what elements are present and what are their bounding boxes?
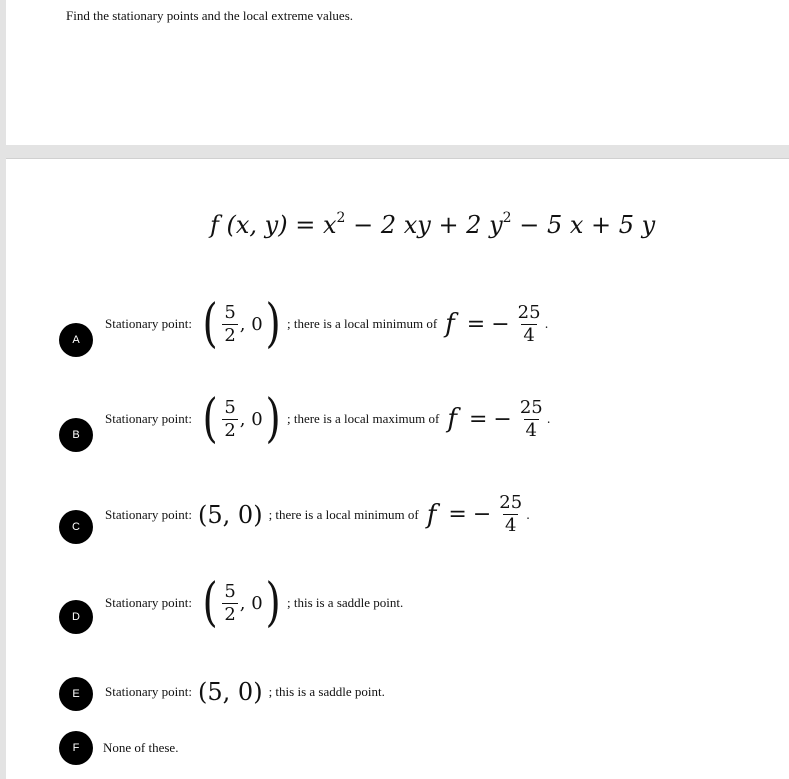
- function-term-linear: − 5 x + 5 y: [519, 211, 656, 239]
- option-a-lparen: (: [202, 294, 218, 354]
- option-c-desc: ; there is a local minimum of: [268, 506, 419, 522]
- option-d[interactable]: Stationary point: ( $\frac{5}{2}$ , 0 ) ; this is a saddle point.: [105, 573, 404, 633]
- question-text: Find the stationary points and the local extreme values.: [66, 8, 354, 23]
- option-b-lparen: (: [202, 389, 218, 449]
- function-exponent-1: 2: [336, 210, 346, 226]
- option-c-value: $\frac{25}{4}$: [499, 492, 523, 536]
- option-a-point-x: $\frac{5}{2}$: [224, 301, 236, 346]
- option-a[interactable]: Stationary point: ( $\frac{5}{2}$ , 0 ) ; there is a local minimum of f = − $\frac{25}{4}$ .: [105, 294, 549, 354]
- option-d-point-y: 0: [251, 592, 263, 614]
- option-a-value: $\frac{25}{4}$: [517, 301, 541, 346]
- option-e-label: Stationary point:: [105, 684, 193, 699]
- function-lhs: f (x, y) =: [210, 211, 316, 239]
- option-b-label: Stationary point:: [105, 411, 193, 426]
- option-f-badge[interactable]: F: [59, 731, 93, 765]
- option-a-rparen: ): [265, 294, 281, 354]
- option-a-desc: ; there is a local minimum of: [286, 316, 438, 331]
- option-a-label: Stationary point:: [105, 316, 193, 331]
- option-e-desc: ; this is a saddle point.: [268, 684, 385, 699]
- option-b[interactable]: Stationary point: ( $\frac{5}{2}$ , 0 ) ; there is a local maximum of f = − $\frac{25}{4}$ .: [105, 389, 551, 449]
- option-c-point: (5, 0): [198, 500, 263, 529]
- question-panel: [6, 0, 789, 145]
- option-d-lparen: (: [202, 573, 218, 633]
- option-b-rparen: ): [265, 389, 281, 449]
- option-d-point-x: $\frac{5}{2}$: [224, 580, 236, 625]
- option-c-label: Stationary point:: [105, 506, 193, 522]
- option-a-badge[interactable]: A: [59, 323, 93, 357]
- option-c[interactable]: Stationary point: (5, 0) ; there is a local minimum of f = − $\frac{25}{4}$ .: [105, 492, 530, 536]
- option-b-point-x: $\frac{5}{2}$: [224, 396, 236, 441]
- option-f[interactable]: [103, 740, 178, 756]
- option-c-badge[interactable]: C: [59, 510, 93, 544]
- option-d-rparen: ): [265, 573, 281, 633]
- option-f-label: None of these.: [103, 740, 179, 755]
- option-e[interactable]: [105, 678, 389, 706]
- option-b-point-y: 0: [251, 408, 263, 430]
- function-term-xy: − 2 xy + 2 y: [353, 211, 503, 239]
- option-b-value: $\frac{25}{4}$: [519, 396, 543, 441]
- option-b-badge[interactable]: B: [59, 418, 93, 452]
- option-d-desc: ; this is a saddle point.: [286, 595, 404, 610]
- option-e-badge[interactable]: E: [59, 677, 93, 711]
- function-exponent-2: 2: [502, 210, 512, 226]
- option-a-point-y: 0: [251, 313, 263, 335]
- option-b-desc: ; there is a local maximum of: [286, 411, 440, 426]
- function-term-x: x: [322, 211, 337, 239]
- option-e-point: (5, 0): [198, 678, 263, 706]
- option-d-label: Stationary point:: [105, 595, 193, 610]
- option-d-badge[interactable]: D: [59, 600, 93, 634]
- function-formula: [210, 211, 655, 239]
